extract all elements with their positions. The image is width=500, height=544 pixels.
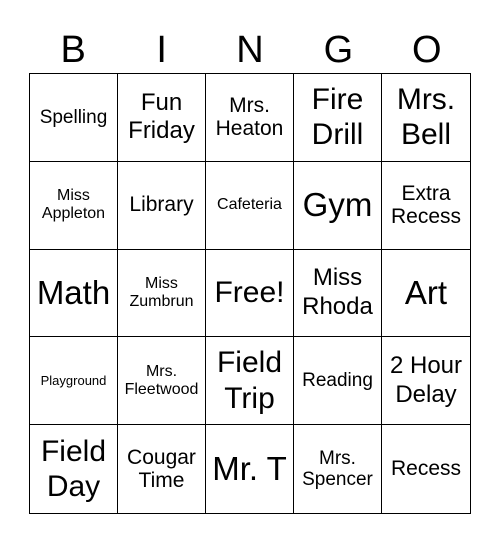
bingo-cell[interactable]: Playground — [30, 337, 118, 425]
header-letter-i: I — [156, 29, 167, 71]
bingo-cell[interactable]: Cafeteria — [206, 162, 294, 250]
bingo-cell[interactable]: Fun Friday — [118, 74, 206, 162]
bingo-cell[interactable]: Gym — [294, 162, 382, 250]
header-letter-o: O — [412, 29, 442, 71]
bingo-cell[interactable]: Art — [382, 250, 470, 338]
bingo-cell[interactable]: Fire Drill — [294, 74, 382, 162]
bingo-header — [29, 26, 471, 74]
bingo-cell[interactable]: Extra Recess — [382, 162, 470, 250]
bingo-cell[interactable]: Field Trip — [206, 337, 294, 425]
bingo-cell[interactable]: Field Day — [30, 425, 118, 513]
bingo-cell[interactable]: Math — [30, 250, 118, 338]
bingo-cell[interactable]: Mrs. Spencer — [294, 425, 382, 513]
header-letter-b: B — [60, 29, 86, 71]
bingo-board — [29, 73, 471, 514]
bingo-cell[interactable]: Mrs. Bell — [382, 74, 470, 162]
bingo-cell[interactable]: Mr. T — [206, 425, 294, 513]
bingo-cell[interactable]: 2 Hour Delay — [382, 337, 470, 425]
free-space[interactable]: Free! — [206, 250, 294, 338]
header-letter-n: N — [236, 29, 264, 71]
bingo-cell[interactable]: Cougar Time — [118, 425, 206, 513]
bingo-cell[interactable]: Spelling — [30, 74, 118, 162]
bingo-cell[interactable]: Miss Zumbrun — [118, 250, 206, 338]
bingo-cell[interactable]: Mrs. Fleetwood — [118, 337, 206, 425]
bingo-cell[interactable]: Library — [118, 162, 206, 250]
bingo-cell[interactable]: Mrs. Heaton — [206, 74, 294, 162]
bingo-cell[interactable]: Reading — [294, 337, 382, 425]
bingo-cell[interactable]: Recess — [390, 457, 462, 481]
bingo-cell[interactable]: Miss Appleton — [30, 162, 118, 250]
header-letter-g: G — [323, 29, 354, 71]
bingo-cell[interactable]: Miss Rhoda — [294, 250, 382, 338]
